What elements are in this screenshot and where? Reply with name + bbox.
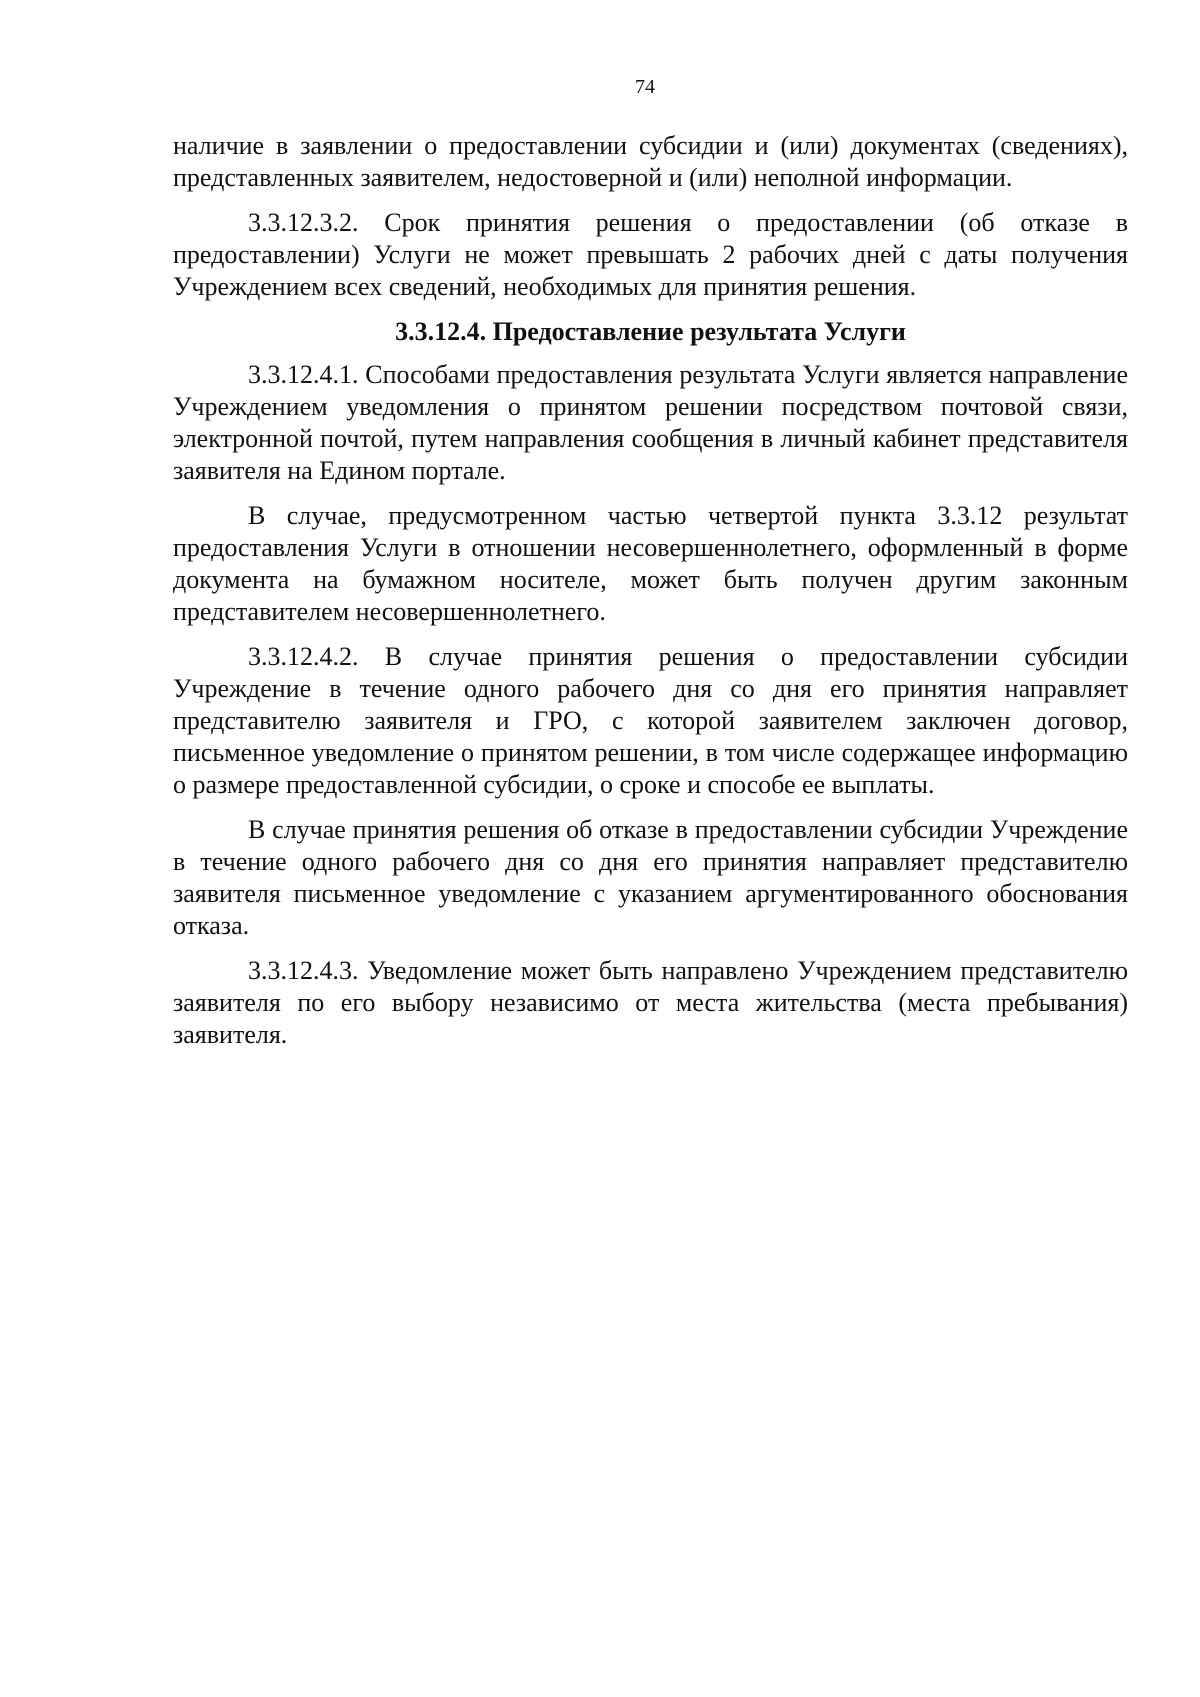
page-number: 74 bbox=[635, 76, 655, 98]
paragraph-refusal-case: В случае принятия решения об отказе в предоставлении субсидии Учреждение в течение одного рабочего дня со дня его принятия направляет представителю заявителя письменное уведомление с указанием аргументированного обоснования отказа. bbox=[173, 815, 1128, 940]
paragraph-3-3-12-4-1: 3.3.12.4.1. Способами предоставления результата Услуги является направление Учреждением уведомления о принятом решении посредством почтовой связи, электронной почтой, путем направления сообщения в личный кабинет представителя заявителя на Едином портале. bbox=[173, 360, 1128, 485]
document-body bbox=[173, 130, 1128, 1064]
paragraph-3-3-12-3-2: 3.3.12.3.2. Срок принятия решения о предоставлении (об отказе в предоставлении) Услуги не может превышать 2 рабочих дней с даты получения Учреждением всех сведений, необходимых для принятия решения. bbox=[173, 208, 1128, 301]
paragraph-3-3-12-4-2: 3.3.12.4.2. В случае принятия решения о предоставлении субсидии Учреждение в течение одного рабочего дня со дня его принятия направляет представителю заявителя и ГРО, с которой заявителем заключен договор, письменное уведомление о принятом решении, в том числе содержащее информацию о размере предоставленной субсидии, о сроке и способе ее выплаты. bbox=[173, 642, 1128, 799]
paragraph-continuation: наличие в заявлении о предоставлении субсидии и (или) документах (сведениях), представленных заявителем, недостоверной и (или) неполной информации. bbox=[173, 131, 1128, 192]
paragraph-minor-case: В случае, предусмотренном частью четвертой пункта 3.3.12 результат предоставления Услуги в отношении несовершеннолетнего, оформленный в форме документа на бумажном носителе, может быть получен другим законным представителем несовершеннолетнего. bbox=[173, 501, 1128, 626]
paragraph-3-3-12-4-3: 3.3.12.4.3. Уведомление может быть направлено Учреждением представителю заявителя по его выбору независимо от места жительства (места пребывания) заявителя. bbox=[173, 956, 1128, 1049]
section-heading: 3.3.12.4. Предоставление результата Услуги bbox=[395, 317, 906, 346]
